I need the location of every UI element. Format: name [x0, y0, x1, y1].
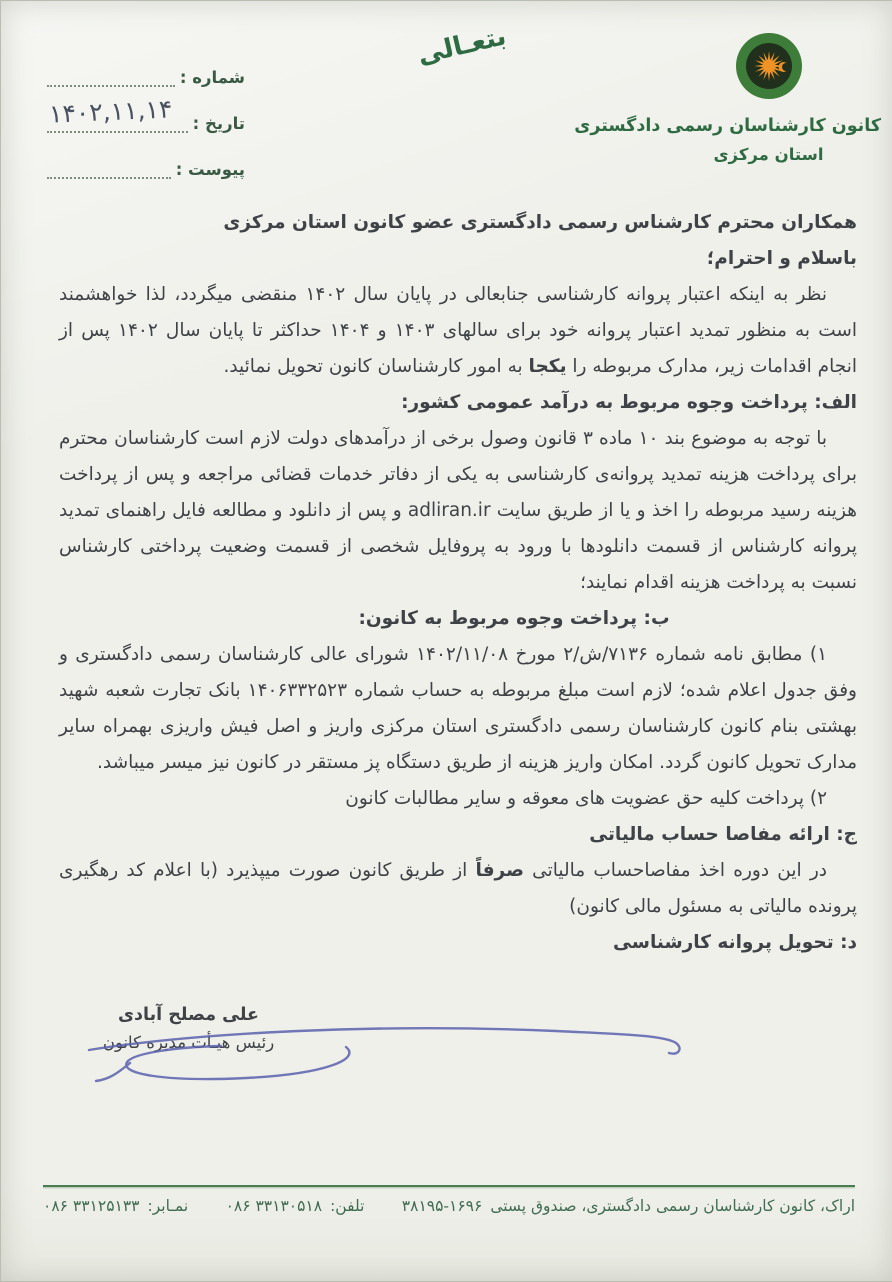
footer-phone-number: ۰۸۶ ۳۳۱۳۰۵۱۸: [225, 1197, 323, 1215]
paragraph: در این دوره اخذ مفاصاحساب مالیاتی صرفاً از طریق کانون صورت میپذیرد (با اعلام کد رهگیری پرونده مالیاتی به مسئول مالی کانون): [59, 860, 857, 917]
letter-meta-block: [47, 57, 245, 195]
paragraph: نظر به اینکه اعتبار پروانه کارشناسی جنابعالی در پایان سال ۱۴۰۲ منقضی میگردد، لذا خواهشمند است به منظور تمدید اعتبار پروانه خود برای سالهای ۱۴۰۳ و ۱۴۰۴ حداکثر تا پایان سال ۱۴۰۲ پس از انجام اقدامات زیر، مدارک مربوطه را یکجا به امور کارشناسان کانون تحویل نمائید.: [59, 284, 857, 377]
meta-date-label: تاریخ :: [192, 114, 245, 133]
footer-address: اراک، کانون کارشناسان رسمی دادگستری، صندوق پستی: [490, 1197, 855, 1215]
footer-address-group: [402, 1197, 855, 1215]
paragraph: ۲) پرداخت کلیه حق عضویت های معوقه و سایر مطالبات کانون: [345, 788, 827, 809]
footer-fax-label: نمـابر:: [147, 1197, 189, 1215]
signature-block: [96, 1005, 281, 1052]
footer-po-box: ۳۸۱۹۵-۱۶۹۶: [401, 1197, 483, 1215]
paragraph: ۱) مطابق نامه شماره ۷۱۳۶/ش/۲ مورخ ۱۴۰۲/۱۱/۰۸ شورای عالی کارشناسان رسمی دادگستری و وفق جدول اعلام شده؛ لازم است مبلغ مربوطه به حساب شماره ۱۴۰۶۳۳۲۵۲۳ بانک تجارت شعبه شهید بهشتی بنام کانون کارشناسان رسمی دادگستری استان مرکزی واریز و اصل فیش واریزی بهمراه سایر مدارک تحویل کانون گردد. امکان واریز هزینه از طریق دستگاه پز مستقر در کانون نیز میسر میباشد.: [59, 644, 857, 773]
footer-fax-number: ۰۸۶ ۳۳۱۲۵۱۳۳: [43, 1197, 140, 1215]
paragraph: د: تحویل پروانه کارشناسی: [613, 932, 857, 953]
meta-number-dotted-line: [47, 63, 175, 87]
meta-number-label: شماره :: [179, 68, 245, 87]
footer-text: [43, 1197, 855, 1215]
signatory-title: رئیس هیـأت مدیره کانون: [102, 1033, 275, 1052]
footer-phone-label: تلفن:: [330, 1197, 365, 1215]
signatory-name: علی مصلح آبادی: [118, 1005, 259, 1025]
letter-body: [59, 205, 857, 961]
meta-date-value-handwritten: ۱۴۰۲,۱۱,۱۴: [48, 94, 173, 129]
organization-province: استان مرکزی: [713, 145, 824, 164]
organization-name: کانون کارشناسان رسمی دادگستری: [574, 116, 881, 136]
organization-seal-sunburst-icon: [734, 31, 804, 101]
paragraph: همکاران محترم کارشناس رسمی دادگستری عضو کانون استان مرکزی: [223, 212, 857, 233]
paragraph: باسلام و احترام؛: [706, 248, 857, 269]
footer-phone-group: [226, 1197, 365, 1215]
bismillah-calligraphy: بتعـالی: [414, 21, 510, 71]
paragraph: ب: پرداخت وجوه مربوط به کانون:: [358, 608, 670, 629]
paragraph: با توجه به موضوع بند ۱۰ ماده ۳ قانون وصول برخی از درآمدهای دولت لازم است کارشناسان محترم برای پرداخت هزینه تمدید پروانه‌ی کارشناسی به یکی از دفاتر خدمات قضائی مراجعه و پس از پرداخت هزینه رسید مربوطه را اخذ و یا از طریق سایت adliran.ir و پس از دانلود و مطالعه فایل راهنمای تمدید پروانه کارشناس از قسمت دانلودها با ورود به پروفایل شخصی از قسمت وضعیت پرداختی کارشناس نسبت به پرداخت هزینه اقدام نمایند؛: [59, 428, 858, 593]
footer-rule: [43, 1185, 855, 1187]
paragraph: الف: پرداخت وجوه مربوط به درآمد عمومی کشور:: [401, 392, 857, 413]
letter-footer: [43, 1185, 855, 1215]
meta-attachment-label: پیوست :: [175, 160, 245, 179]
meta-attachment-dotted-line: [47, 155, 171, 179]
paragraph: ج: ارائه مفاصا حساب مالیاتی: [589, 824, 857, 845]
meta-attachment-row: [47, 149, 245, 179]
letterhead: [574, 31, 881, 169]
footer-fax-group: [43, 1197, 188, 1215]
meta-number-row: [47, 57, 245, 87]
